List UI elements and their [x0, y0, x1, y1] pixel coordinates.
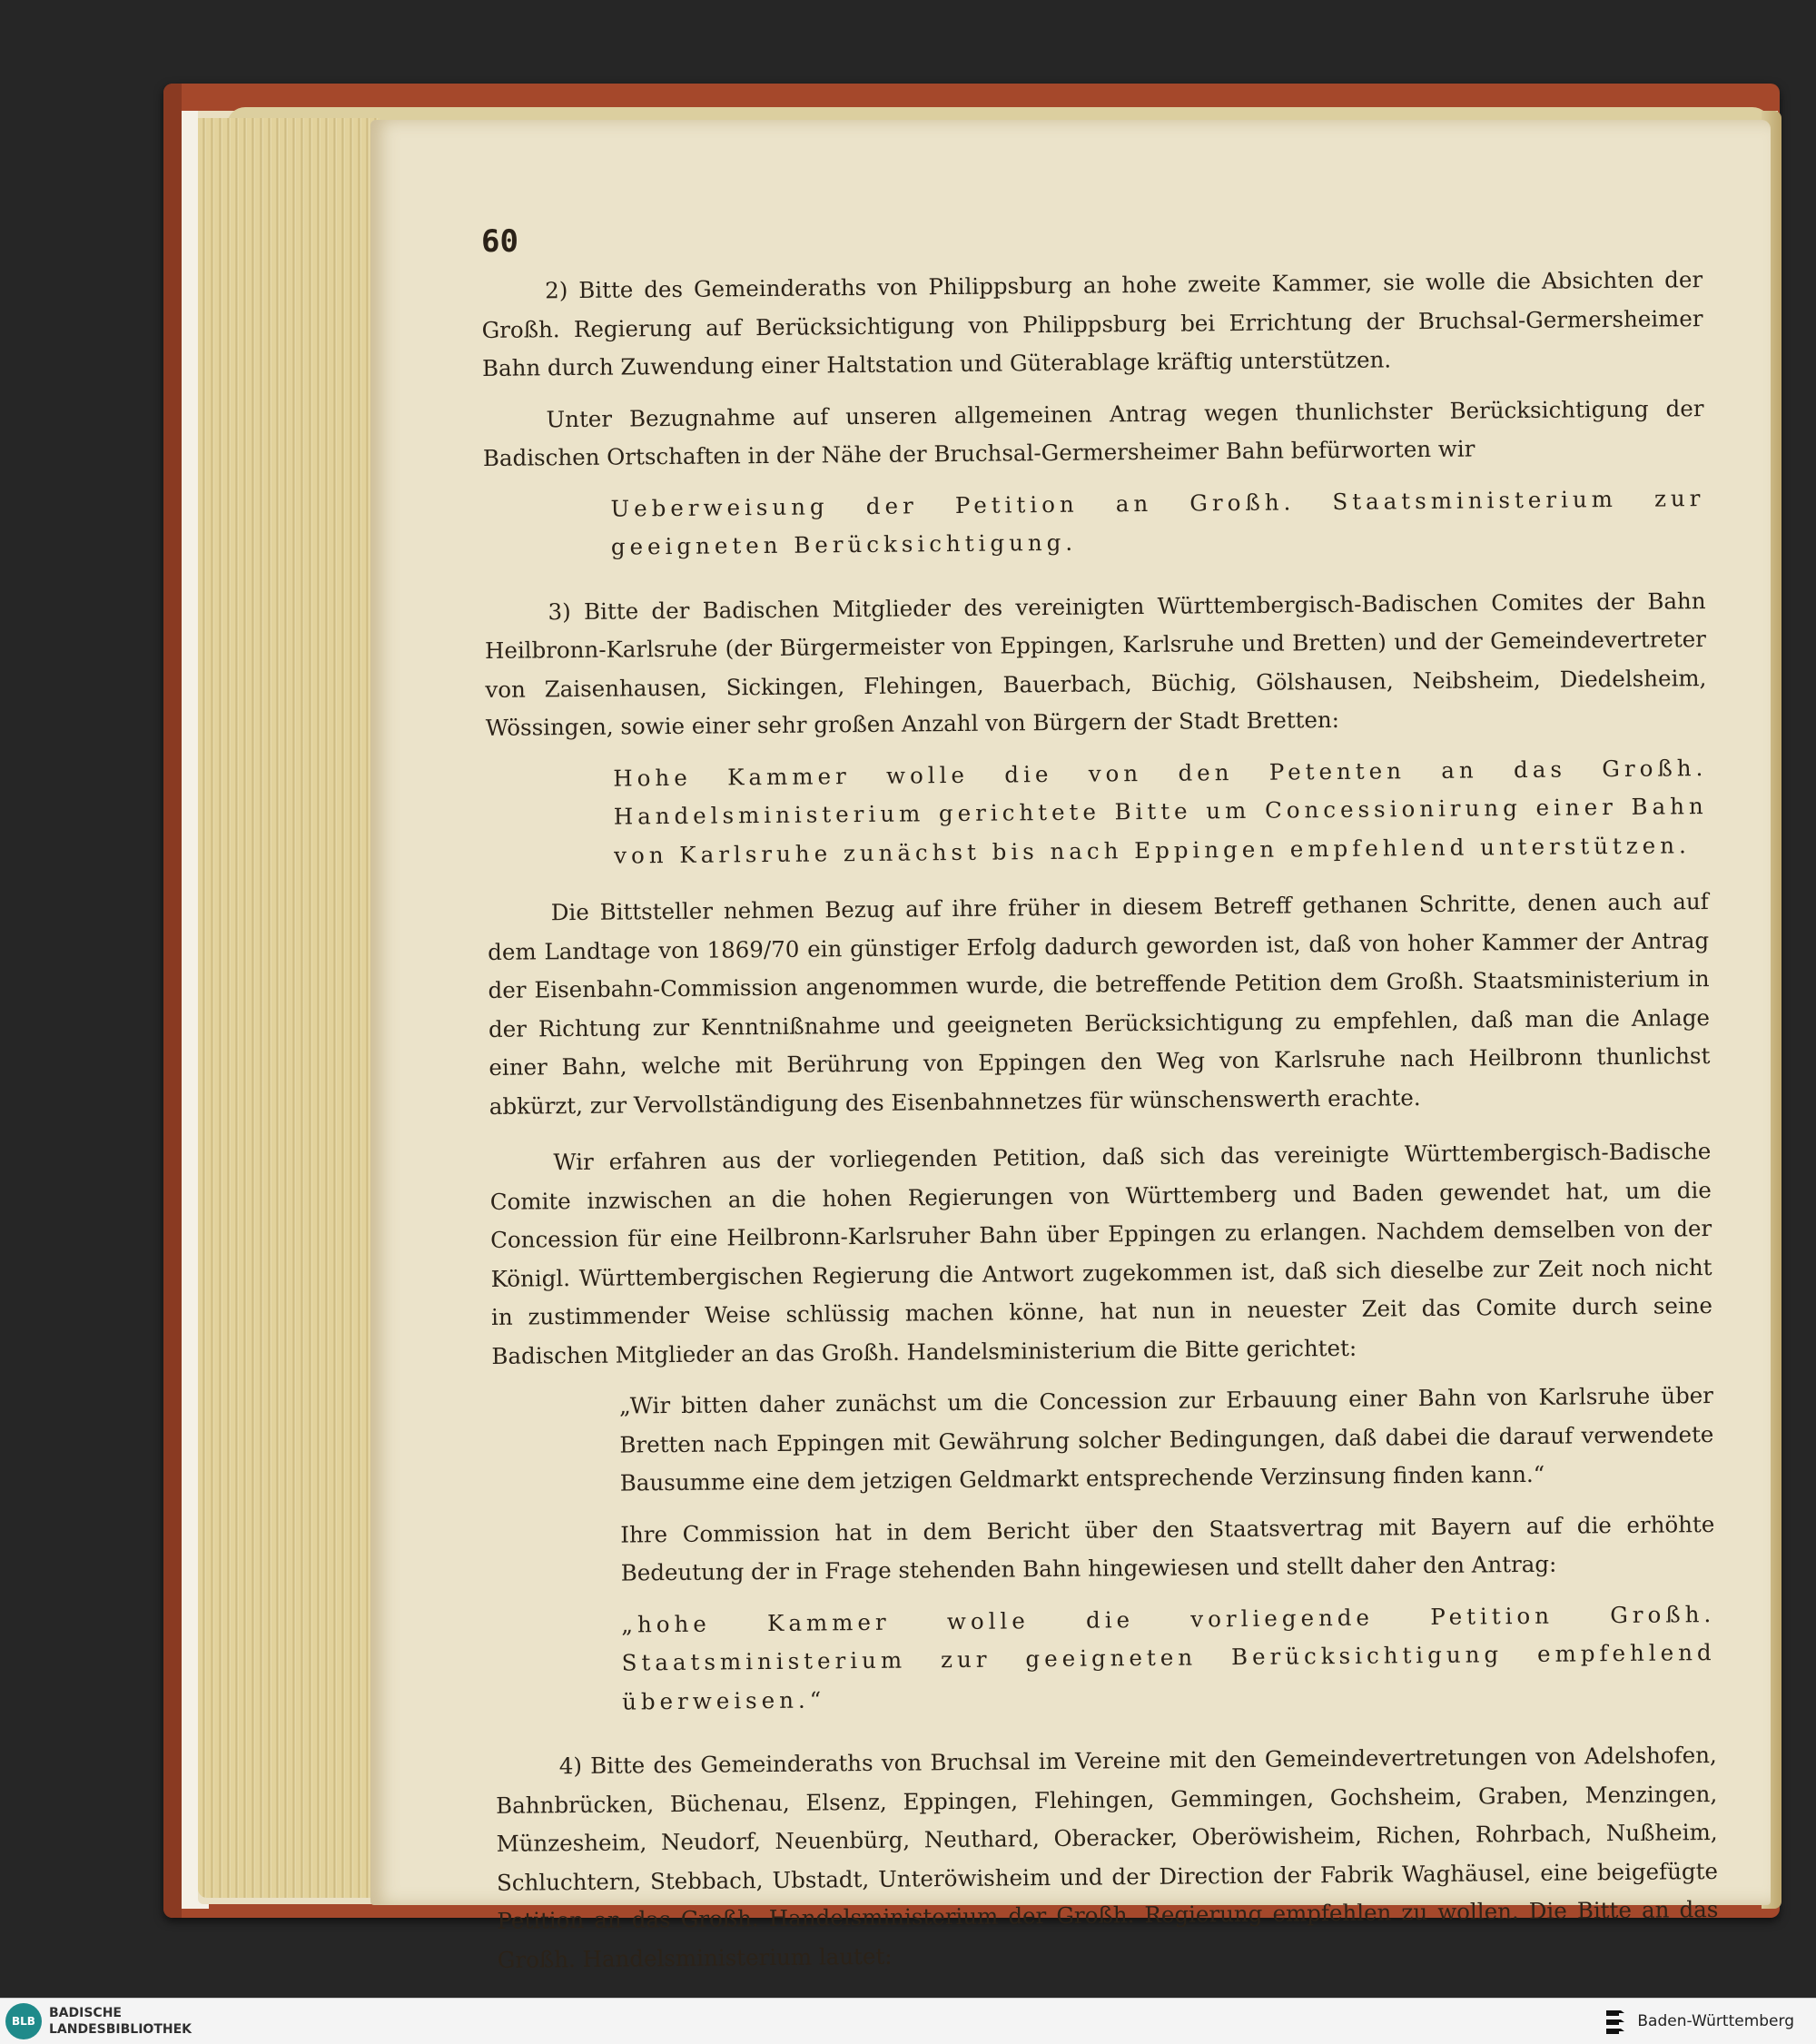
blb-logo-text: BLB	[12, 2015, 35, 2028]
paragraph-commission-note-2: Unter Bezugnahme auf unseren allgemeinen Antrag wegen thunlichster Berücksichtigung der Badischen Ortschaften in der Nähe der Bruchsal-Germersheimer Bahn befürworten wir	[482, 394, 1704, 471]
state-logo[interactable]	[1603, 2006, 1794, 2037]
paragraph-petition-4: 4) Bitte des Gemeinderaths von Bruchsal im Vereine mit den Gemeindevertretungen von Adelshofen, Bahnbrücken, Büchenau, Elsenz, Eppingen, Flehingen, Gemmingen, Gochsheim, Graben, Menzingen, Münzesheim, Neudorf, Neuenbürg, Neuthard, Oberacker, Oberöwisheim, Richen, Rohrbach, Nußheim, Schluchtern, Stebbach, Ubstadt, Unteröwisheim und der Direction der Fabrik Waghäusel, eine beigefügte Petition an das Großh. Handelsministerium der Großh. Regierung empfehlen zu wollen. Die Bitte an das Großh. Handelsministerium lautet:	[496, 1742, 1719, 1973]
blb-logo-icon[interactable]	[5, 2003, 42, 2039]
library-name-line2: LANDESBIBLIOTHEK	[49, 2022, 192, 2037]
paragraph-petition-2: 2) Bitte des Gemeinderaths von Philippsburg an hohe zweite Kammer, sie wolle die Absichten der Großh. Regierung auf Berücksichtigung von Philippsburg bei Errichtung der Bruchsal-Germersheimer Bahn durch Zuwendung einer Haltstation und Güterablage kräftig unterstützen.	[481, 266, 1703, 381]
library-name[interactable]	[49, 2005, 192, 2038]
paragraph-motion-3-final: „hohe Kammer wolle die vorliegende Petition Großh. Staatsministerium zur geeigneten Berücksichtigung empfehlend überweisen.“	[621, 1600, 1716, 1715]
paragraph-motion-2: Ueberweisung der Petition an Großh. Staatsministerium zur geeigneten Berücksichtigung.	[610, 484, 1705, 560]
state-label: Baden-Württemberg	[1637, 2012, 1794, 2030]
paragraph-petition-3-background: Die Bittsteller nehmen Bezug auf ihre früher in diesem Betreff gethanen Schritte, denen auch auf dem Landtage von 1869/70 ein günstiger Erfolg dadurch geworden ist, daß von hoher Kammer der Antrag der Eisenbahn-Commission angenommen wurde, die betreffende Petition dem Großh. Staatsministerium in der Richtung zur Kenntnißnahme und geeigneten Berücksichtigung zu empfehlen, daß man die Anlage einer Bahn, welche mit Berührung von Eppingen den Weg von Karlsruhe nach Heilbronn thunlichst abkürzt, zur Vervollständigung des Eisenbahnnetzes für wünschenswerth erachte.	[488, 888, 1711, 1120]
paragraph-quoted-request: „Wir bitten daher zunächst um die Concession zur Erbauung einer Bahn von Karlsruhe über Bretten nach Eppingen mit Gewährung solcher Bedingungen, daß dabei die darauf verwendete Bausumme eine dem jetzigen Geldmarkt entsprechende Verzinsung finden kann.“	[618, 1382, 1714, 1496]
paragraph-petition-3-details: Wir erfahren aus der vorliegenden Petition, daß sich das vereinigte Württembergisch-Badische Comite inzwischen an die hohen Regierungen von Württemberg und Baden gewendet hat, um die Concession für eine Heilbronn-Karlsruher Bahn über Eppingen zu erlangen. Nachdem demselben von der Königl. Württembergischen Regierung die Antwort zugekommen ist, daß sich dieselbe zur Zeit noch nicht in zustimmender Weise schlüssig machen könne, hat nun in neuester Zeit das Comite durch seine Badischen Mitglieder an das Großh. Handelsministerium die Bitte gerichtet:	[489, 1138, 1713, 1369]
paragraph-petition-3: 3) Bitte der Badischen Mitglieder des vereinigten Württembergisch-Badischen Comites der Bahn Heilbronn-Karlsruhe (der Bürgermeister von Eppingen, Karlsruhe und Bretten) und der Gemeindevertreter von Zaisenhausen, Sickingen, Flehingen, Bauerbach, Büchig, Gölshausen, Neibsheim, Diedelsheim, Wössingen, sowie einer sehr großen Anzahl von Bürgern der Stadt Bretten:	[484, 587, 1707, 741]
library-name-line1: BADISCHE	[49, 2006, 122, 2020]
page-number: 60	[481, 223, 518, 260]
cover-edge	[163, 84, 182, 1918]
viewer-footer	[0, 1998, 1816, 2044]
baden-wuerttemberg-lions-icon	[1603, 2006, 1630, 2037]
page-fore-edges	[198, 118, 380, 1898]
paragraph-motion-3: Hohe Kammer wolle die von den Petenten an das Großh. Handelsministerium gerichtete Bitte um Concessionirung einer Bahn von Karlsruhe zunächst bis nach Eppingen empfehlend unterstützen.	[613, 754, 1708, 869]
paragraph-commission-reference: Ihre Commission hat in dem Bericht über den Staatsvertrag mit Bayern auf die erhöhte Bedeutung der in Frage stehenden Bahn hingewiesen und stellt daher den Antrag:	[620, 1510, 1715, 1586]
page-text	[481, 261, 1719, 1980]
